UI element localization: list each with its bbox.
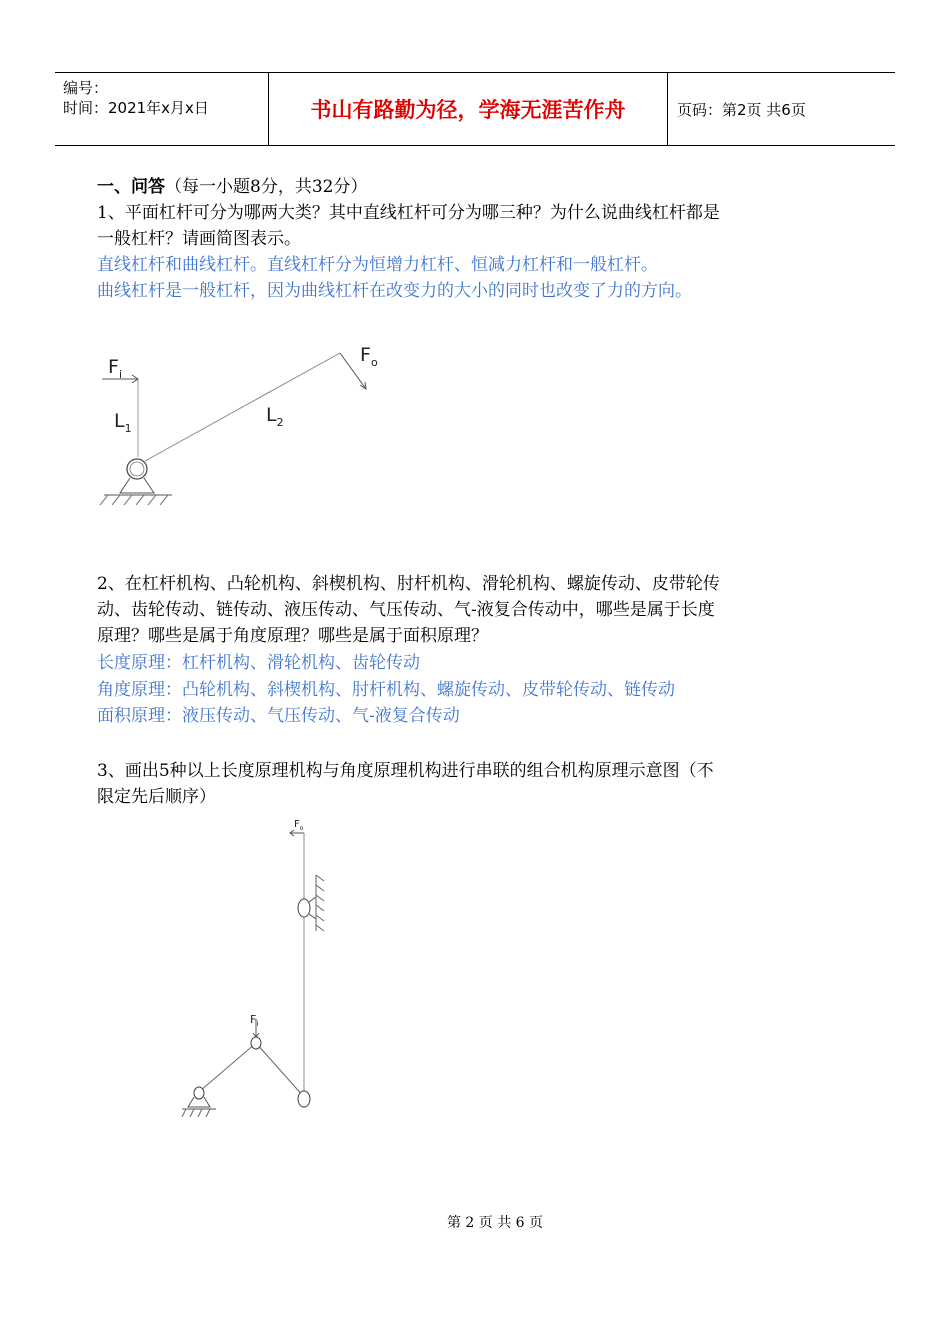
q3-line-2: 限定先后顺序） xyxy=(97,787,216,807)
wall-pivot xyxy=(298,899,310,917)
pivot-support xyxy=(120,478,154,493)
toggle-link-left xyxy=(200,1043,256,1091)
lever-diagram xyxy=(90,335,400,515)
combined-mechanism-diagram xyxy=(170,805,350,1125)
q2-line-2: 动、齿轮传动、链传动、液压传动、气压传动、气-液复合传动中，哪些是属于长度 xyxy=(97,600,715,620)
lever-arm-l2 xyxy=(145,353,340,461)
q1-answer-1: 直线杠杆和曲线杠杆。直线杠杆分为恒增力杠杆、恒减力杠杆和一般杠杆。 xyxy=(97,255,658,275)
ground-pivot xyxy=(194,1087,204,1099)
label-fo: $F_o$ xyxy=(294,819,304,832)
header-meta xyxy=(55,73,268,145)
q1-answer-2: 曲线杠杆是一般杠杆，因为曲线杠杆在改变力的大小的同时也改变了力的方向。 xyxy=(97,281,692,301)
q3-line-1: 3、画出5种以上长度原理机构与角度原理机构进行串联的组合机构原理示意图（不 xyxy=(97,761,714,781)
page-header xyxy=(55,72,895,146)
label-l2: $L_2$ xyxy=(266,404,284,429)
q2-answer-length: 长度原理：杠杆机构、滑轮机构、齿轮传动 xyxy=(97,653,420,673)
label-fi: $F_i$ xyxy=(250,1013,259,1028)
q2-answer-area: 面积原理：液压传动、气压传动、气-液复合传动 xyxy=(97,706,460,726)
page-footer: 第 2 页 共 6 页 xyxy=(446,1215,544,1231)
toggle-link-right xyxy=(256,1043,304,1097)
document-number-label: 编号： xyxy=(63,79,109,97)
slider-joint xyxy=(298,1091,310,1107)
section-title-row xyxy=(97,174,367,200)
q2-line-1: 2、在杠杆机构、凸轮机构、斜楔机构、肘杆机构、滑轮机构、螺旋传动、皮带轮传 xyxy=(97,574,720,594)
q1-line-1: 1、平面杠杆可分为哪两大类？其中直线杠杆可分为哪三种？为什么说曲线杠杆都是 xyxy=(97,203,720,223)
label-l1: $L_1$ xyxy=(114,410,132,435)
document-time: 时间：2021年x月x日 xyxy=(63,99,209,117)
label-fi: $F_i$ xyxy=(108,356,122,381)
header-motto: 书山有路勤为径，学海无涯苦作舟 xyxy=(268,73,668,145)
q1-line-2: 一般杠杆？请画简图表示。 xyxy=(97,229,301,249)
section-title: 一、问答 xyxy=(97,177,165,197)
q2-line-3: 原理？哪些是属于角度原理？哪些是属于面积原理？ xyxy=(97,626,488,646)
q2-answer-angle: 角度原理：凸轮机构、斜楔机构、肘杆机构、螺旋传动、皮带轮传动、链传动 xyxy=(97,680,675,700)
label-fo: $F_o$ xyxy=(360,344,378,369)
header-page-info: 页码：第2页 共6页 xyxy=(677,100,806,119)
top-joint xyxy=(251,1037,261,1049)
section-note: （每一小题8分，共32分） xyxy=(165,177,368,197)
